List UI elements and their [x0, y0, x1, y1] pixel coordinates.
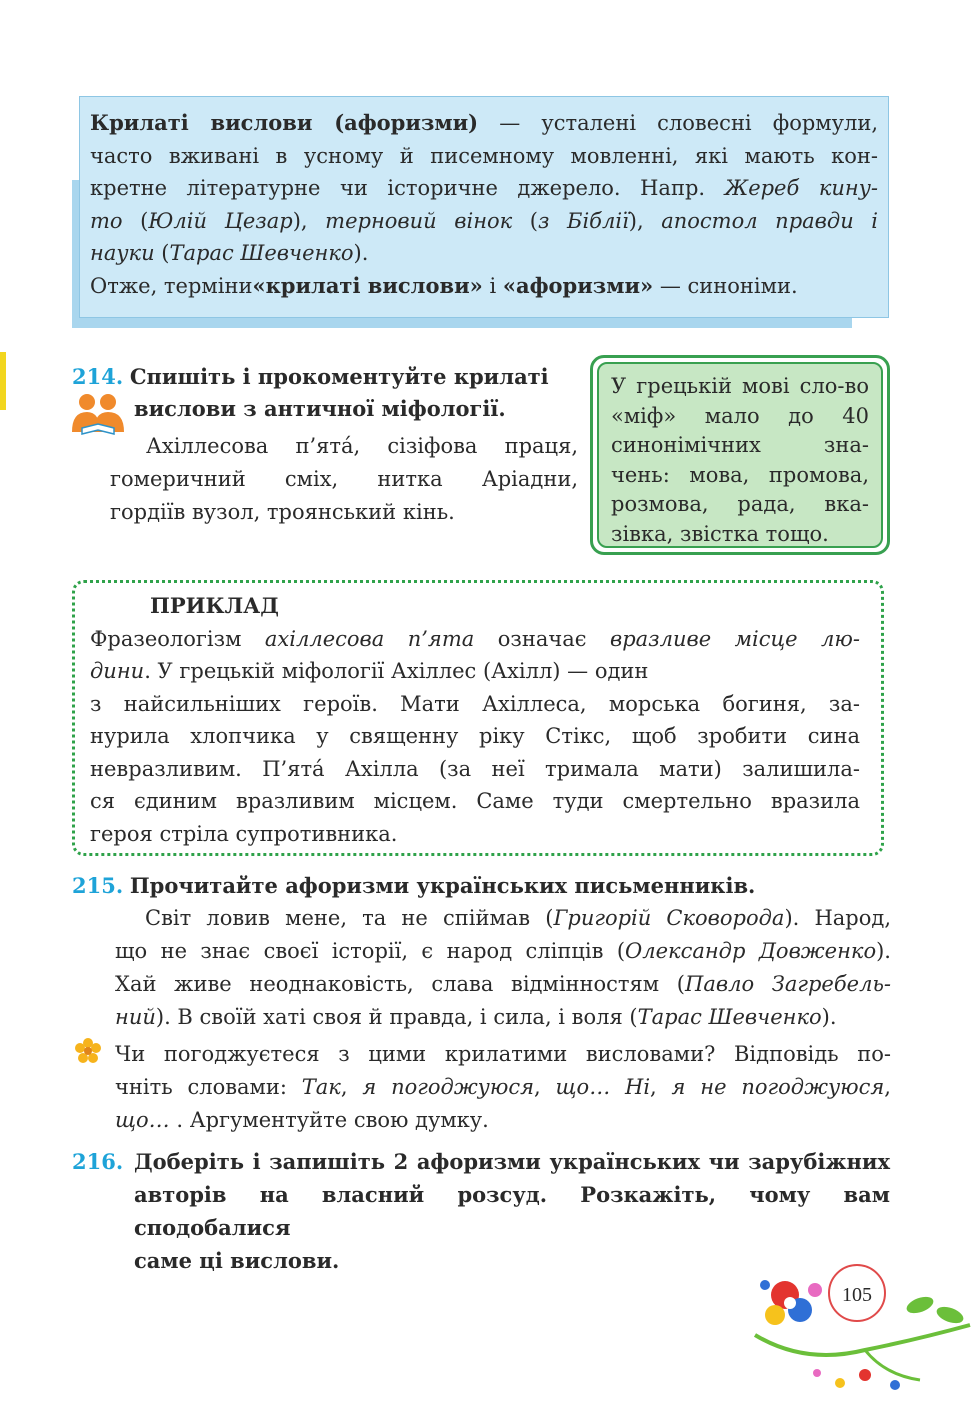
task-title: Прочитайте афоризми українських письменників. [129, 873, 756, 898]
definition-text: Отже, терміни [90, 273, 253, 298]
task-215 [72, 870, 892, 902]
task-title: вислови з античної міфології. [134, 396, 506, 421]
example-source: Юлій Цезар [148, 208, 293, 233]
definition-text: — усталені словесні формули, [478, 111, 878, 135]
myth-note-box [590, 355, 890, 555]
text-line: Фразеологізм ахіллесова п’ята означає вразливе місце лю- [90, 626, 860, 651]
text-line: дини. У грецькій міфології Ахіллес (Ахілл) — один [90, 659, 649, 683]
text-line: чніть словами: Так, я погоджуюся, що… Ні, я не погоджуюся, [115, 1075, 891, 1099]
task-216 [72, 1145, 892, 1273]
definition-term: Крилаті вислови (афоризми) [90, 110, 479, 135]
example-text [90, 590, 860, 850]
flower-icon [74, 1037, 102, 1065]
text-line: Ахіллесова п’ятá, сізіфова праця, [146, 434, 578, 458]
task-215-body [115, 902, 891, 1034]
text-line: Доберіть і запишіть 2 афоризми українських чи зарубіжних [134, 1149, 890, 1174]
text-line: що… . Аргументуйте свою думку. [115, 1108, 489, 1132]
example-phrase: то [90, 208, 123, 233]
task-number: 214. [72, 364, 124, 389]
definition-box [79, 96, 889, 318]
term-highlight: «крилаті вислови» [252, 272, 483, 298]
myth-note-text: У грецькій мові сло-во «міф» мало до 40 синонімічних зна-чень: мова, промова, розмова, рада, вка-зівка, звістка тощо. [597, 362, 883, 548]
text-line: невразливим. П’ятá Ахілла (за неї тримала мати) залишила- [90, 756, 860, 781]
definition-text: — синоніми. [653, 273, 798, 298]
definition-text: ( [512, 208, 538, 233]
task-number: 215. [72, 873, 124, 898]
text-line: ся єдиним вразливим місцем. Саме туди смертельно вразила [90, 789, 860, 813]
text-line: ний). В своїй хаті своя й правда, і сила, і воля (Тарас Шевченко). [115, 1005, 837, 1029]
definition-text: ), [292, 208, 326, 233]
example-phrase: науки [90, 241, 155, 265]
task-214 [72, 361, 572, 421]
text-line: Світ ловив мене, та не спіймав (Григорій Сковорода). Народ, [145, 906, 892, 930]
text-line: нурила хлопчика у священну ріку Стікс, щоб зробити сина [90, 724, 860, 748]
text-line: гордіїв вузол, троянський кінь. [110, 500, 455, 524]
text-line: Чи погоджуєтеся з цими крилатими висловами? Відповідь по- [115, 1042, 891, 1066]
text-line: гомеричний сміх, нитка Аріадни, [110, 467, 578, 491]
text-line: Хай живе неоднаковість, слава відмінностям (Павло Загребель- [115, 972, 891, 996]
text-line: героя стріла супротивника. [90, 821, 398, 846]
definition-text: часто вживані в усному й писемному мовленні, які мають кон- [90, 143, 878, 168]
example-phrase: Жереб кину- [724, 176, 879, 200]
text-line: авторів на власний розсуд. Розкажіть, чому вам сподобалися [134, 1182, 890, 1240]
example-heading: ПРИКЛАД [150, 593, 279, 618]
side-marker [0, 352, 6, 410]
definition-text: ), [628, 208, 662, 233]
definition-text: кретне літературне чи історичне джерело. Напр. [90, 176, 725, 200]
definition-text: ). [353, 241, 369, 265]
term-highlight: «афоризми» [502, 272, 654, 298]
text-line: саме ці вислови. [134, 1248, 340, 1273]
example-phrase: апостол правди і [661, 208, 879, 233]
definition-text: ( [154, 241, 170, 265]
page-number: 105 [828, 1264, 886, 1322]
text-line: що не знає своєї історії, є народ сліпців (Олександр Довженко). [115, 939, 891, 963]
task-214-body [110, 430, 578, 529]
definition-text: ( [122, 208, 149, 233]
example-phrase: терновий вінок [325, 208, 513, 233]
definition-text: і [482, 273, 503, 298]
example-source: Тарас Шевченко [169, 241, 354, 265]
discussion-question [115, 1038, 891, 1137]
task-title: Спишіть і прокоментуйте крилаті [129, 364, 549, 389]
text-line: з найсильніших героїв. Мати Ахіллеса, морська богиня, за- [90, 691, 860, 716]
task-number: 216. [72, 1149, 124, 1174]
example-source: з Біблії [538, 208, 629, 233]
